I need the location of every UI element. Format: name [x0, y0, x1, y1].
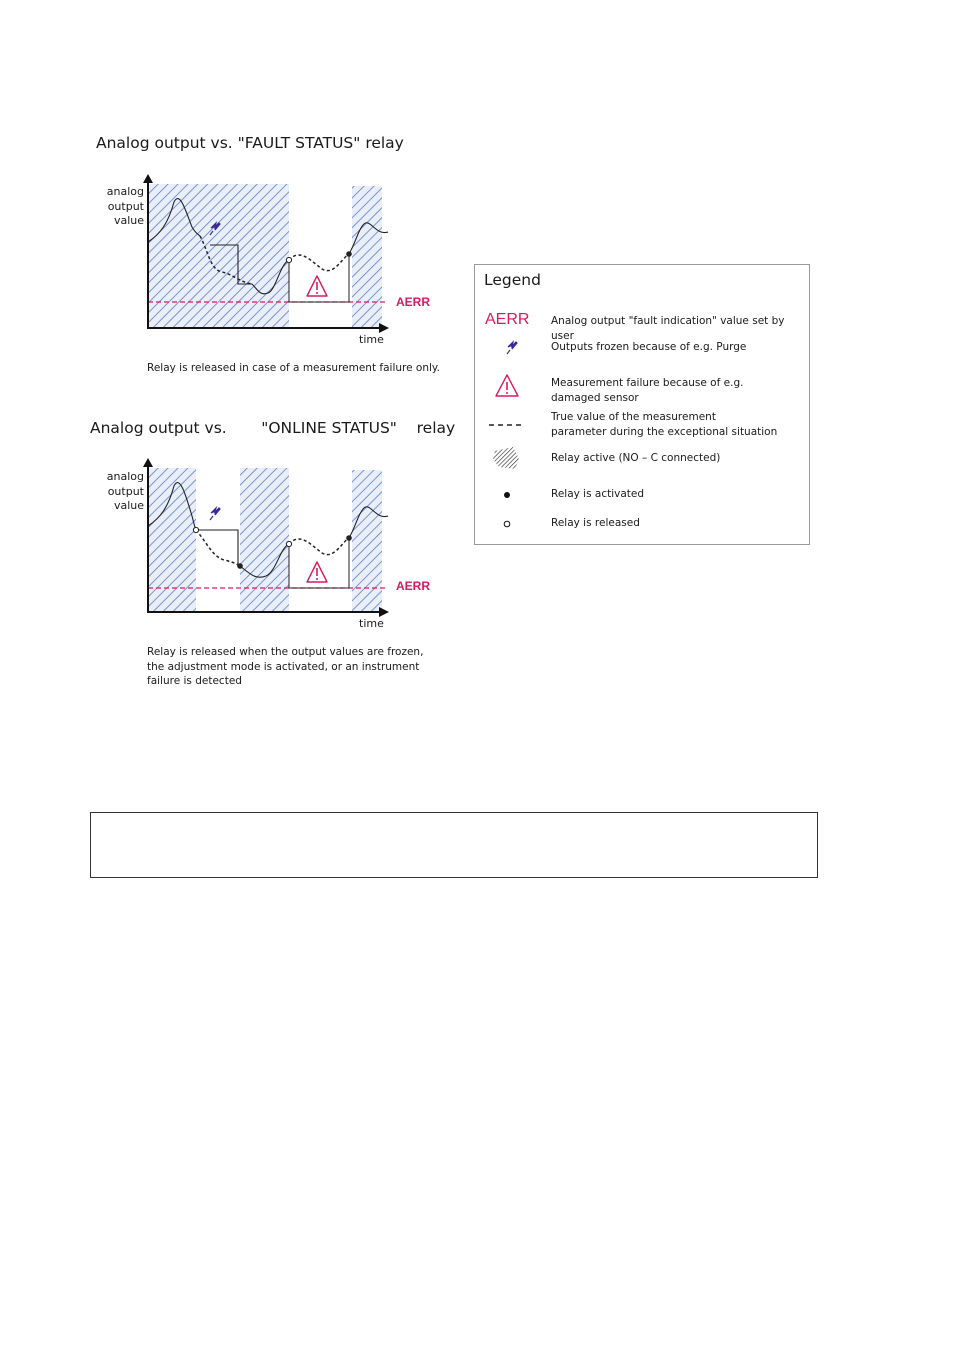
legend-text-line: damaged sensor — [551, 391, 639, 404]
filled-dot-icon — [485, 487, 529, 508]
lightning-icon — [485, 339, 529, 364]
diagram2-plot — [130, 456, 400, 621]
legend-text-line: Relay is activated — [551, 488, 645, 500]
legend-text-line: Relay is released — [551, 517, 640, 529]
legend-item-text — [551, 516, 806, 531]
dashed-line-icon — [485, 409, 529, 444]
legend-text-line: parameter during the exceptional situation — [551, 425, 778, 438]
relay-active-zone — [240, 468, 289, 612]
fault-output-line — [289, 538, 349, 588]
y-label-line: value — [113, 499, 144, 512]
y-label-line: value — [113, 214, 144, 227]
caption-line: failure is detected — [147, 675, 242, 687]
legend-text-line: Measurement failure because of e.g. — [551, 377, 744, 389]
legend-text-line: True value of the measurement — [551, 411, 716, 423]
diagram1-title: Analog output vs. "FAULT STATUS" relay — [96, 134, 404, 152]
warning-triangle-icon — [485, 373, 529, 404]
diagram2-x-axis-label: time — [359, 617, 384, 630]
diagram2-caption — [147, 645, 423, 689]
relay-active-zone — [352, 186, 382, 328]
legend-item-text — [551, 410, 806, 439]
hatch-pattern-icon — [485, 445, 529, 476]
relay-activated-dot — [346, 251, 352, 257]
true-value-dashed-line — [289, 538, 349, 555]
legend-item-text — [551, 376, 806, 405]
legend-text-line: Analog output "fault indication" value set by user — [551, 315, 785, 342]
legend-title: Legend — [484, 271, 541, 289]
y-label-line: analog — [106, 185, 144, 198]
y-label-line: output — [107, 484, 144, 498]
caption-line: the adjustment mode is activated, or an instrument — [147, 660, 420, 673]
true-value-dashed-line — [196, 530, 240, 566]
diagram2-title: Analog output vs. "ONLINE STATUS" relay — [90, 419, 456, 437]
relay-active-zone — [148, 468, 196, 612]
legend-item-text — [551, 451, 806, 466]
x-axis-arrow — [379, 323, 389, 333]
legend-item-text — [551, 314, 806, 343]
relay-activated-dot — [346, 535, 352, 541]
frozen-output-line — [196, 530, 238, 566]
warning-triangle-icon — [307, 276, 327, 296]
diagram1-caption — [147, 361, 440, 376]
y-label-line: analog — [106, 470, 144, 483]
lightning-icon — [210, 508, 220, 520]
relay-activated-dot — [237, 563, 243, 569]
aerr-symbol: AERR — [485, 311, 530, 328]
fault-output-line — [289, 254, 349, 302]
warning-triangle-icon — [307, 562, 327, 582]
open-dot-icon — [485, 516, 529, 537]
relay-released-dot — [286, 257, 291, 262]
empty-note-box — [90, 812, 818, 878]
y-axis-arrow — [143, 458, 153, 467]
legend-item-text — [551, 340, 806, 355]
relay-released-dot — [193, 527, 198, 532]
caption-line: Relay is released in case of a measurement failure only. — [147, 362, 440, 374]
x-axis-arrow — [379, 607, 389, 617]
relay-released-dot — [286, 541, 291, 546]
diagram1-aerr-label: AERR — [396, 295, 431, 309]
caption-line: Relay is released when the output values are frozen, — [147, 646, 424, 658]
diagram1-x-axis-label: time — [359, 333, 384, 346]
diagram1-plot — [130, 172, 400, 337]
y-axis-arrow — [143, 174, 153, 183]
legend-text-line: Outputs frozen because of e.g. Purge — [551, 341, 747, 353]
legend-box — [474, 264, 810, 545]
y-label-line: output — [107, 199, 144, 213]
diagram2-aerr-label: AERR — [396, 579, 431, 593]
relay-active-zone — [148, 184, 289, 328]
legend-text-line: Relay active (NO – C connected) — [551, 452, 721, 464]
legend-item-text — [551, 487, 806, 502]
relay-active-zone — [352, 470, 382, 612]
true-value-dashed-line — [289, 254, 349, 271]
